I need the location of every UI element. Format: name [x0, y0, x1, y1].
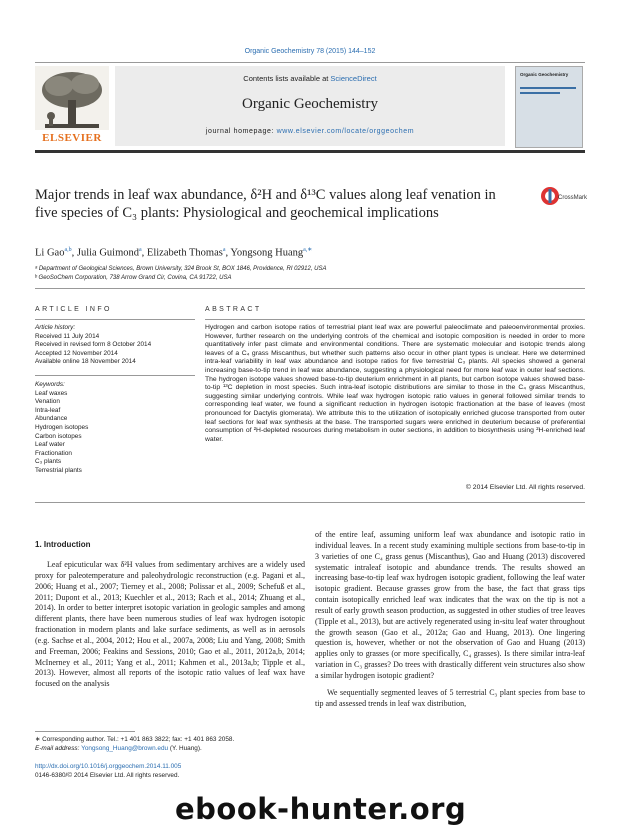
cover-stripe — [520, 87, 576, 89]
author-affiliation-mark[interactable]: a,∗ — [303, 247, 313, 253]
affiliation: ᵃ Department of Geological Sciences, Brown University, 324 Brook St, BOX 1846, Providence, RI 02912, USA — [35, 266, 327, 272]
intro-paragraph: Leaf epicuticular wax δ²H values from sedimentary archives are a widely used proxy for paleotemperature and paleohydrologic reconstruction (e.g. Pagani et al., 2006; Huang et al., 2007; Tierney et al., 2008; Polissar et al., 2009; Schefuß et al., 2011; Dupont et al., 2013; Kuechler et al., 2013; Rach et al., 2014; Zhuang et al., 2014). In order to better interpret isotopic variation in geologic samples and among different plants, there have been numerous studies of leaf wax hydrogen isotopic fractionation in modern plants and lake surface sediments, as well as in aerosols (e.g. Sachse et al., 2004, 2012; Hou et al., 2007a, 2008; Liu and Yang, 2008; Smith and Freeman, 2006; Feakins and Sessions, 2010; Gao et al., 2011, 2012a,b, 2014; McInerney et al., 2011; Yang et al., 2011; Kahmen et al., 2013a,b; Tipple et al., 2013). However, almost all reports of the isotopic ratio values of leaf wax have focused on the analysis — [35, 560, 305, 689]
footnote — [35, 736, 305, 753]
divider — [205, 319, 585, 320]
keyword-list — [35, 381, 195, 476]
divider — [35, 375, 195, 376]
affiliation: ᵇ GeoSoChem Corporation, 738 Arrow Grand Cir, Covina, CA 91722, USA — [35, 275, 232, 281]
divider — [35, 319, 195, 320]
author-name[interactable]: Li Gao — [35, 247, 65, 259]
history-item: Received 11 July 2014 — [35, 332, 100, 340]
history-item: Accepted 12 November 2014 — [35, 349, 118, 357]
email-label: E-mail address: — [35, 744, 82, 752]
cover-title: Organic Geochemistry — [520, 72, 569, 77]
journal-banner-center — [115, 66, 505, 146]
intro-paragraph: of the entire leaf, assuming uniform leaf wax abundance and isotopic ratio in individual leaves. In a recent study examining multiple sections from base-to-tip in 3 varieties of one C₄ grass genus (Miscanthus), Gao and Huang (2013) discovered systematic intraleaf isotopic and abundance trends. The results showed an increasing base-to-tip leaf wax hydrogen isotopic gradient, following the leaf water isotopic gradient. Because grasses grow from the base, the fact that grass tips contain isotopically enriched leaf wax indicates that the wax on the tip is not a result of early growth season production, as suggested in other studies of tree leaves (Tipple et al., 2013), but are actively regenerated using in-situ leaf water throughout the growth season (Gao et al., 2012a; Gao and Huang, 2013). One lingering question is, however, whether or not the observation of Gao and Huang (2013) applies only to grasses (or more specifically, C₄ grasses). Is there similar intra-leaf variation in C₃ grasses? Do trees with drastically different vein structures also show a similar hydrogen isotopic gradient? — [315, 530, 585, 680]
cover-stripe — [520, 92, 560, 94]
journal-homepage — [115, 128, 505, 135]
divider — [35, 288, 585, 289]
keyword: Carbon isotopes — [35, 432, 82, 440]
contents-prefix: Contents lists available at — [243, 74, 331, 83]
abstract-text: Hydrogen and carbon isotope ratios of terrestrial plant leaf wax are powerful paleoclimate and paleoenvironmental proxies. However, further research on the underlying controls of the chemical and isotopic composition is needed in order to more quantitatively infer past climate and environmental conditions. There are systematic molecular and isotopic trends along leaves of a C₄ grass Miscanthus, but whether such patterns also occur in other plant types is unclear. Here we determined intra-leaf variability in leaf wax abundance and isotope ratios for five terrestrial C₃ plants. All species showed a general increasing base-to-tip trend in leaf wax abundance, suggesting a physiological need for more leaf wax in outer leaf sections. The hydrogen isotope values showed base-to-tip deuterium enrichment in all plants, but carbon isotope values showed base-to-tip ¹³C depletion in most species. Such intra-leaf isotopic distributions are similar to those in the C₄ grass Miscanthus, suggesting similar underlying controls. While leaf wax hydrogen isotopic ratio values in general followed similar trends to corresponding leaf water, we found a significant reduction in hydrogen isotopic fractionation at the base of leaves (most pronounced for Dactylis glomerata). We attribute this to the utilization of isotopically enriched glucose transported from outer leaf sections for leaf wax synthesis at the base. The transported sugars were enriched in deuterium because of preferential consumption of ²H-depleted resources during metabolism in outer sections, in addition to biosynthesis using ²H-enriched leaf water. — [205, 324, 585, 443]
sciencedirect-link[interactable]: ScienceDirect — [330, 74, 377, 83]
author-list: Li Gao$^{a,b}$, Julia Guimond$^a$, Elizabeth Thomas$^a$, Yongsong Huang$^{a,∗}$ — [35, 247, 313, 259]
section-heading-introduction: 1. Introduction — [35, 540, 91, 549]
keyword: Abundance — [35, 415, 68, 423]
keyword: Fractionation — [35, 449, 72, 457]
author-name[interactable]: Yongsong Huang — [230, 247, 304, 259]
doi-link[interactable]: http://dx.doi.org/10.1016/j.orggeochem.2014.11.005 — [35, 763, 182, 770]
keyword: Terrestrial plants — [35, 466, 82, 474]
journal-name: Organic Geochemistry — [242, 96, 378, 112]
homepage-prefix: journal homepage: — [205, 128, 277, 135]
article-info-heading: ARTICLE INFO — [35, 306, 112, 313]
footnote-divider — [35, 731, 135, 732]
contents-line — [115, 74, 505, 83]
email-suffix: (Y. Huang). — [168, 744, 202, 752]
crossmark-label[interactable]: CrossMark — [558, 195, 588, 201]
author-affiliation-mark[interactable]: a — [222, 247, 226, 253]
homepage-link[interactable]: www.elsevier.com/locate/orggeochem — [276, 128, 415, 135]
author-affiliation-mark[interactable]: a — [139, 247, 142, 253]
intro-column-right — [315, 530, 585, 710]
author-name[interactable]: Julia Guimond — [76, 247, 139, 259]
keywords-label: Keywords: — [35, 381, 65, 388]
copyright-notice: © 2014 Elsevier Ltd. All rights reserved. — [465, 484, 585, 491]
author-name[interactable]: Elizabeth Thomas — [146, 247, 223, 259]
keyword: Leaf waxes — [35, 389, 68, 397]
author-affiliation-mark[interactable]: a,b — [64, 247, 72, 253]
article-history — [35, 324, 195, 367]
history-item: Received in revised form 8 October 2014 — [35, 341, 152, 349]
corresponding-author: ∗ Corresponding author. Tel.: +1 401 863 3822; fax: +1 401 863 2058. — [35, 736, 235, 743]
keyword: Venation — [35, 398, 60, 406]
elsevier-wordmark: ELSEVIER — [42, 132, 102, 144]
keyword: Hydrogen isotopes — [35, 423, 89, 431]
email-link[interactable]: Yongsong_Huang@brown.edu — [81, 744, 169, 752]
journal-reference[interactable]: Organic Geochemistry 78 (2015) 144–152 — [244, 48, 376, 55]
abstract-heading: ABSTRACT — [205, 306, 262, 313]
article-title: Major trends in leaf wax abundance, δ²H and δ¹³C values along leaf venation in five species of C₃ plants: Physiological and geochemical implications — [35, 187, 496, 221]
history-item: Available online 18 November 2014 — [35, 358, 136, 366]
keyword: Leaf water — [35, 441, 65, 449]
intro-paragraph: We sequentially segmented leaves of 5 terrestrial C₃ plant species from base to tip and assessed trends in leaf wax distribution, — [315, 687, 585, 708]
watermark-text: ebook-hunter.org — [175, 792, 467, 826]
divider — [35, 502, 585, 503]
keyword: C₃ plants — [35, 458, 62, 466]
issn-copyright: 0146-6380/© 2014 Elsevier Ltd. All rights reserved. — [35, 771, 180, 779]
history-label: Article history: — [35, 324, 76, 331]
doi-block — [35, 763, 181, 780]
journal-cover-thumbnail[interactable] — [515, 66, 583, 148]
keyword: Intra-leaf — [35, 406, 61, 414]
